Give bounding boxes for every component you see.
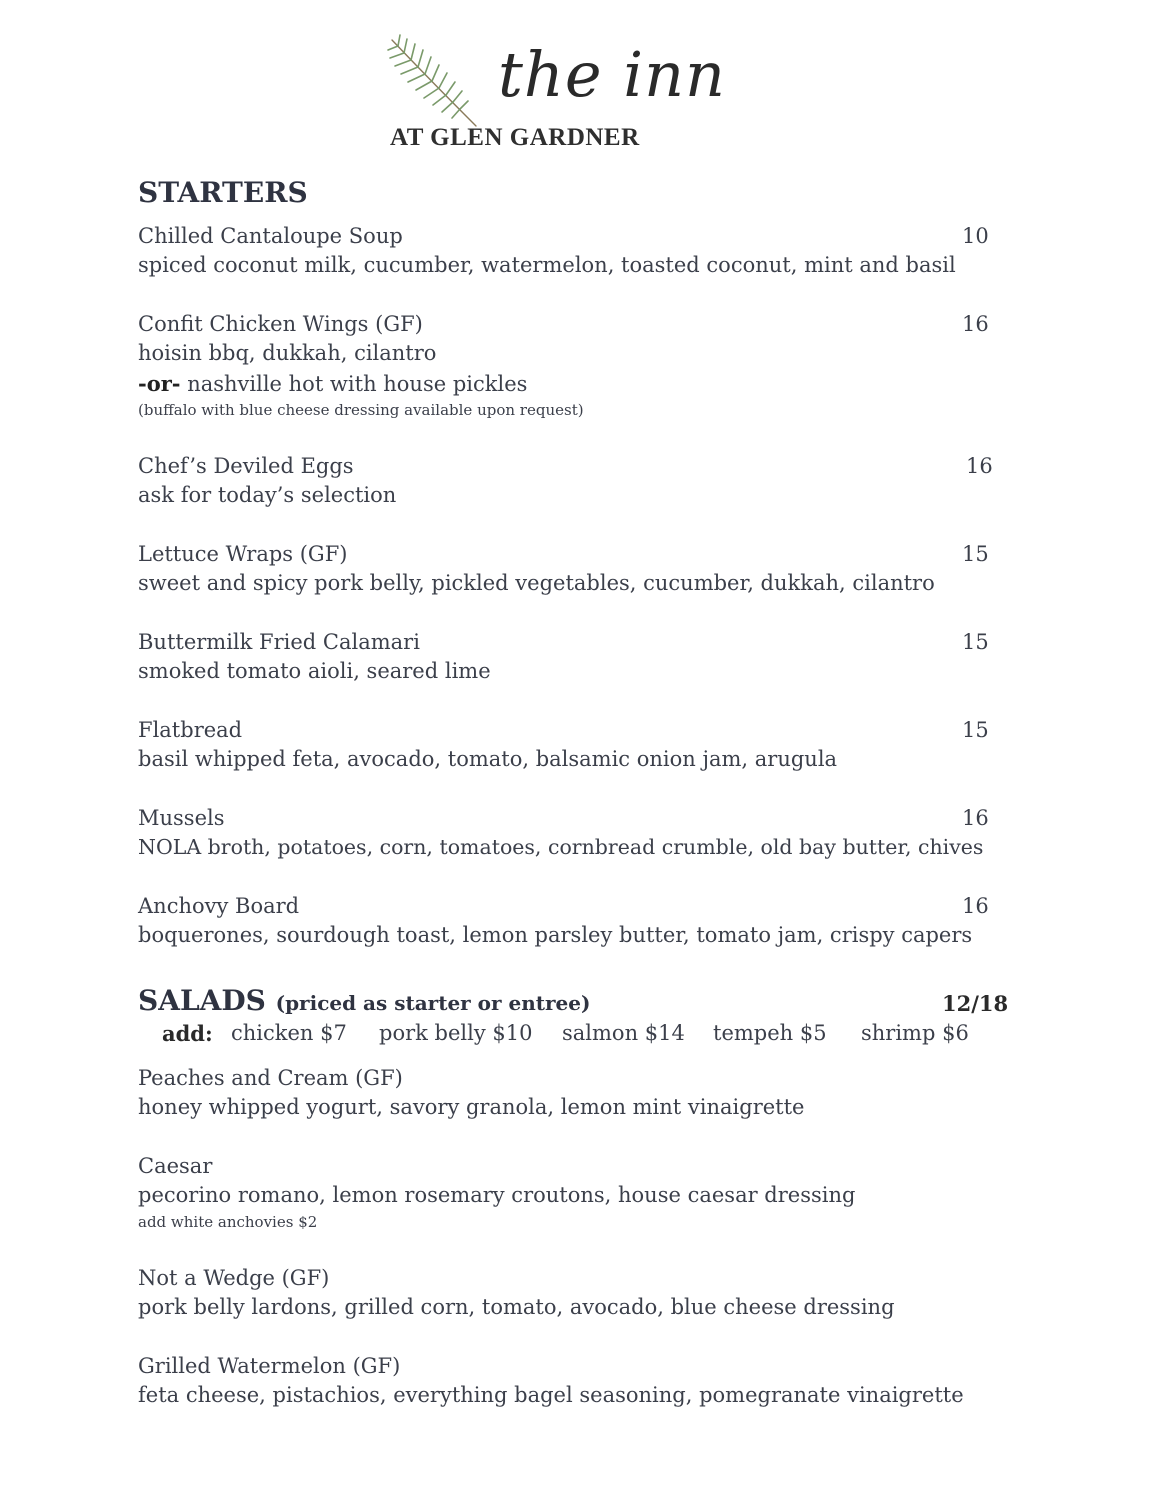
item-name: Not a Wedge (GF)	[138, 1266, 330, 1290]
item-description: pecorino romano, lemon rosemary croutons, house caesar dressing	[138, 1183, 856, 1207]
rosemary-sprig-icon	[384, 34, 484, 134]
salads-heading	[138, 984, 590, 1017]
addon-pork-belly: pork belly $10	[379, 1021, 533, 1045]
item-note: (buffalo with blue cheese dressing available upon request)	[138, 401, 584, 419]
item-name: Caesar	[138, 1154, 213, 1178]
logo-script-text: the inn	[498, 38, 726, 111]
item-note: add white anchovies $2	[138, 1213, 318, 1231]
salads-price: 12/18	[942, 991, 1009, 1016]
item-name: Flatbread	[138, 718, 243, 742]
item-description: basil whipped feta, avocado, tomato, balsamic onion jam, arugula	[138, 747, 838, 771]
item-price: 16	[962, 312, 989, 336]
alt-text: nashville hot with house pickles	[180, 372, 528, 396]
item-name: Anchovy Board	[138, 894, 300, 918]
item-name: Buttermilk Fried Calamari	[138, 630, 420, 654]
addon-shrimp: shrimp $6	[861, 1021, 969, 1045]
item-description: NOLA broth, potatoes, corn, tomatoes, cornbread crumble, old bay butter, chives	[138, 835, 984, 859]
logo-subtitle: AT GLEN GARDNER	[390, 124, 640, 151]
item-description: smoked tomato aioli, seared lime	[138, 659, 491, 683]
addon-tempeh: tempeh $5	[713, 1021, 827, 1045]
salads-pricing-note: (priced as starter or entree)	[275, 991, 591, 1015]
addons-label: add:	[162, 1021, 213, 1046]
restaurant-logo	[380, 26, 726, 156]
item-description: hoisin bbq, dukkah, cilantro	[138, 341, 437, 365]
starters-heading: STARTERS	[138, 176, 308, 209]
item-description: pork belly lardons, grilled corn, tomato, avocado, blue cheese dressing	[138, 1295, 895, 1319]
item-description: boquerones, sourdough toast, lemon parsley butter, tomato jam, crispy capers	[138, 923, 973, 947]
item-description: honey whipped yogurt, savory granola, lemon mint vinaigrette	[138, 1095, 805, 1119]
addon-chicken: chicken $7	[231, 1021, 347, 1045]
item-alternative	[138, 371, 527, 396]
item-name: Lettuce Wraps (GF)	[138, 542, 348, 566]
item-description: sweet and spicy pork belly, pickled vegetables, cucumber, dukkah, cilantro	[138, 571, 935, 595]
item-price: 16	[962, 894, 989, 918]
item-price: 16	[962, 806, 989, 830]
alt-prefix: -or-	[138, 371, 181, 396]
item-price: 15	[962, 542, 989, 566]
item-name: Chilled Cantaloupe Soup	[138, 224, 403, 248]
item-description: ask for today’s selection	[138, 483, 397, 507]
item-price: 15	[962, 718, 989, 742]
item-name: Mussels	[138, 806, 225, 830]
item-price: 15	[962, 630, 989, 654]
item-name: Peaches and Cream (GF)	[138, 1066, 403, 1090]
addon-salmon: salmon $14	[562, 1021, 685, 1045]
item-description: feta cheese, pistachios, everything bagel seasoning, pomegranate vinaigrette	[138, 1383, 964, 1407]
item-name: Grilled Watermelon (GF)	[138, 1354, 401, 1378]
salads-title: SALADS	[138, 984, 266, 1017]
item-price: 10	[962, 224, 989, 248]
item-description: spiced coconut milk, cucumber, watermelon, toasted coconut, mint and basil	[138, 253, 956, 277]
item-price: 16	[966, 454, 993, 478]
item-name: Chef’s Deviled Eggs	[138, 454, 354, 478]
item-name: Confit Chicken Wings (GF)	[138, 312, 423, 336]
